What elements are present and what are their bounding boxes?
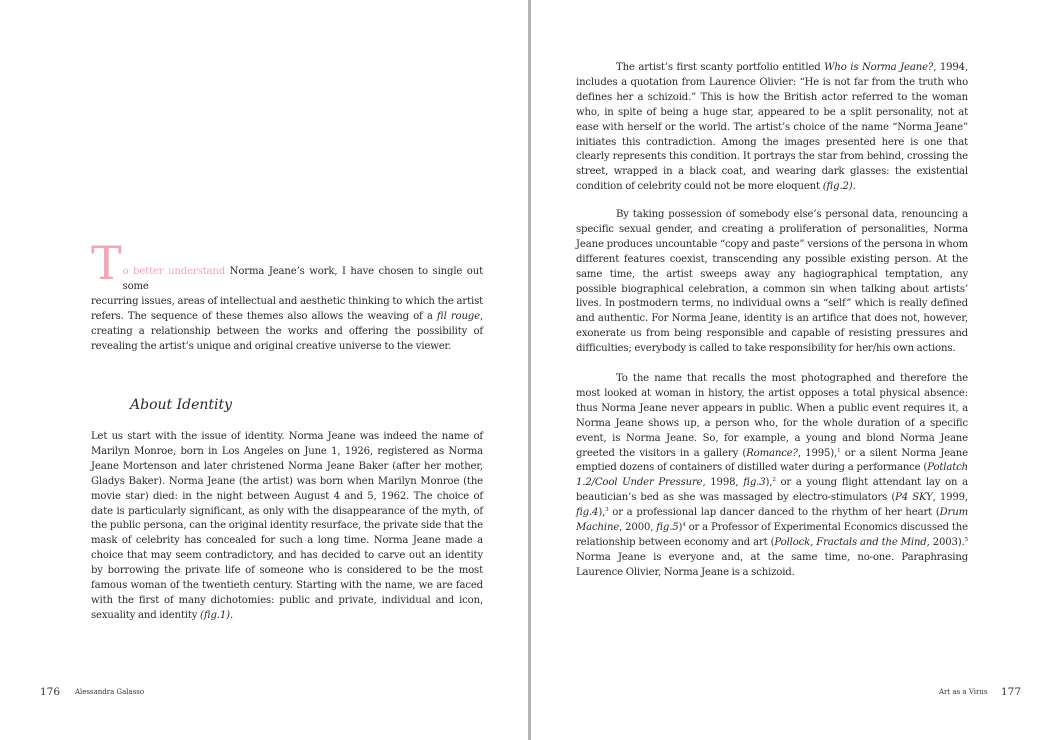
work-title: Who is Norma Jeane?	[824, 62, 934, 73]
work-title: Pollock, Fractals and the Mind	[774, 536, 927, 548]
paragraph-absence: To the name that recalls the most photographed and therefore the most looked at woman in history, the artist opposes a total physical absence: thus Norma Jeane never appears in public. When a public event requires it, a Norma Jeane shows up, a person who, for the whole duration of a specific event, is Norma Jeane. So, for example, a young and blond Norma Jeane greeted the visitors in a gallery (Romance?, 1995),$^1$ or a silent Norma Jeane emptied dozens of containers of distilled water during a performance (Potlatch 1.2/Cool Under Pressure, 1998, fig.3),$^2$ or a young flight attendant lay on a beautician’s bed as she was massaged by electro-stimulators (P4 SKY, 1999, fig.4),$^3$ or a professional lap dancer danced to the rhythm of her heart (Drum Machine, 2000, fig.5)$^4$ or a Professor of Experimental Economics discussed the relationship between economy and art (Pollock, Fractals and the Mind, 2003).$^5$ Norma Jeane is everyone and, at the same time, no-one. Paraphrasing Laurence Olivier, Norma Jeane is a schizoid.	[576, 373, 969, 578]
fig-ref-1: (fig.1)	[200, 609, 230, 621]
paragraph-portfolio: The artist’s first scanty portfolio entitled Who is Norma Jeane?, 1994, includes a quotation from Laurence Olivier: “He is not far from the truth who defines her a schizoid.” This is how the British actor referred to the woman who, in spite of being a huge star, appeared to be a split personality, not at ease with herself or the world. The artist’s choice of the name “Norma Jeane” initiates this contradiction. Among the images presented here is one that clearly represents this condition. It portrays the star from behind, crossing the street, wrapped in a black coat, and wearing dark glasses: the existential condition of celebrity could not be more eloquent (fig.2).	[576, 62, 969, 193]
identity-paragraph: Let us start with the issue of identity. Norma Jeane was indeed the name of Marilyn Monroe, born in Los Angeles on June 1, 1926, registered as Norma Jeane Mortenson and later christened Norma Jeane Baker (after her mother, Gladys Baker). Norma Jeane (the artist) was born when Marilyn Monroe (the movie star) died: in the night between August 4 and 5, 1962. The choice of date is particularly significant, as only with the disappearance of the myth, of the public persona, can the original identity resurface, the private side that the mask of celebrity has concealed for such a long time. Norma Jeane made a choice that may seem contradictory, and has decided to carve out an identity by borrowing the private life of someone who is considered to be the most famous woman of the twentieth century. Starting with the name, we are faced with the first of many dichotomies: public and private, individual and icon, sexuality and identity (fig.1).	[91, 431, 483, 621]
footnote-marker: 3	[605, 507, 609, 514]
page-number-right: 177	[1001, 686, 1022, 698]
work-title: Potlatch 1.2/Cool Under Pressure	[576, 462, 968, 489]
fig-ref-4: fig.4	[576, 507, 599, 519]
intro-body: recurring issues, areas of intellectual and aesthetic thinking to which the artist refers. The sequence of these themes also allows the weaving of a	[91, 295, 483, 322]
section-heading: About Identity	[130, 397, 233, 413]
fig-ref-5: fig.5	[656, 522, 679, 534]
left-page	[0, 0, 528, 740]
footnote-marker: 4	[682, 522, 686, 529]
running-title: Art as a Virus	[939, 688, 988, 696]
work-title: Romance?	[746, 447, 798, 459]
footnote-marker: 1	[837, 447, 841, 454]
work-title: Drum Machine	[576, 507, 968, 534]
intro-italic: fil rouge	[436, 310, 480, 322]
footnote-marker: 5	[964, 536, 969, 543]
drop-cap: T	[91, 236, 122, 290]
page-number-left: 176	[40, 686, 61, 698]
intro-line1-text: Norma Jeane’s work, I have chosen to single out some	[122, 266, 483, 292]
author-running-head: Alessandra Galasso	[75, 688, 145, 696]
intro-paragraph	[91, 236, 483, 354]
paragraph-copy-paste: By taking possession of somebody else’s personal data, renouncing a specific sexual gender, and creating a proliferation of personalities, Norma Jeane produces uncountable “copy and paste” versions of the persona in whom different features coexist, transcending any possible existing person. At the same time, the artist sweeps away any hagiographical temptation, any possible biographical celebration, a common sin when talking about artists’ lives. In postmodern terms, no individual owns a “self” which is really defined and authentic. For Norma Jeane, identity is an artifice that does not, however, exonerate us from being responsible and capable of resisting pressures and difficulties; everybody is called to take responsibility for her/his own actions.	[576, 209, 968, 355]
intro-body-end: , creating a relationship between the works and offering the possibility of revealing the artist’s unique and original creative universe to the viewer.	[91, 310, 483, 352]
footnote-marker: 2	[772, 477, 776, 484]
work-title: P4 SKY	[895, 492, 933, 504]
right-page	[531, 0, 1057, 740]
intro-lead-in: o better understand	[122, 266, 226, 277]
identity-text: Let us start with the issue of identity. Norma Jeane was indeed the name of Marilyn Monroe, born in Los Angeles on June 1, 1926, registered as Norma Jeane Mortenson and later christened Norma Jeane Baker (after her mother, Gladys Baker). Norma Jeane (the artist) was born when Marilyn Monroe (the movie star) died: in the night between August 4 and 5, 1962. The choice of date is particularly significant, as only with the disappearance of the myth, of the public persona, can the original identity resurface, the private side that the mask of celebrity has concealed for such a long time. Norma Jeane made a choice that may seem contradictory, and has decided to carve out an identity by borrowing the private life of someone who is considered to be the most famous woman of the twentieth century. Starting with the name, we are faced with the first of many dichotomies: public and private, individual and icon, sexuality and identity	[91, 431, 483, 621]
fig-ref-3: fig.3	[743, 477, 766, 489]
fig-ref-2: (fig.2)	[822, 181, 853, 193]
